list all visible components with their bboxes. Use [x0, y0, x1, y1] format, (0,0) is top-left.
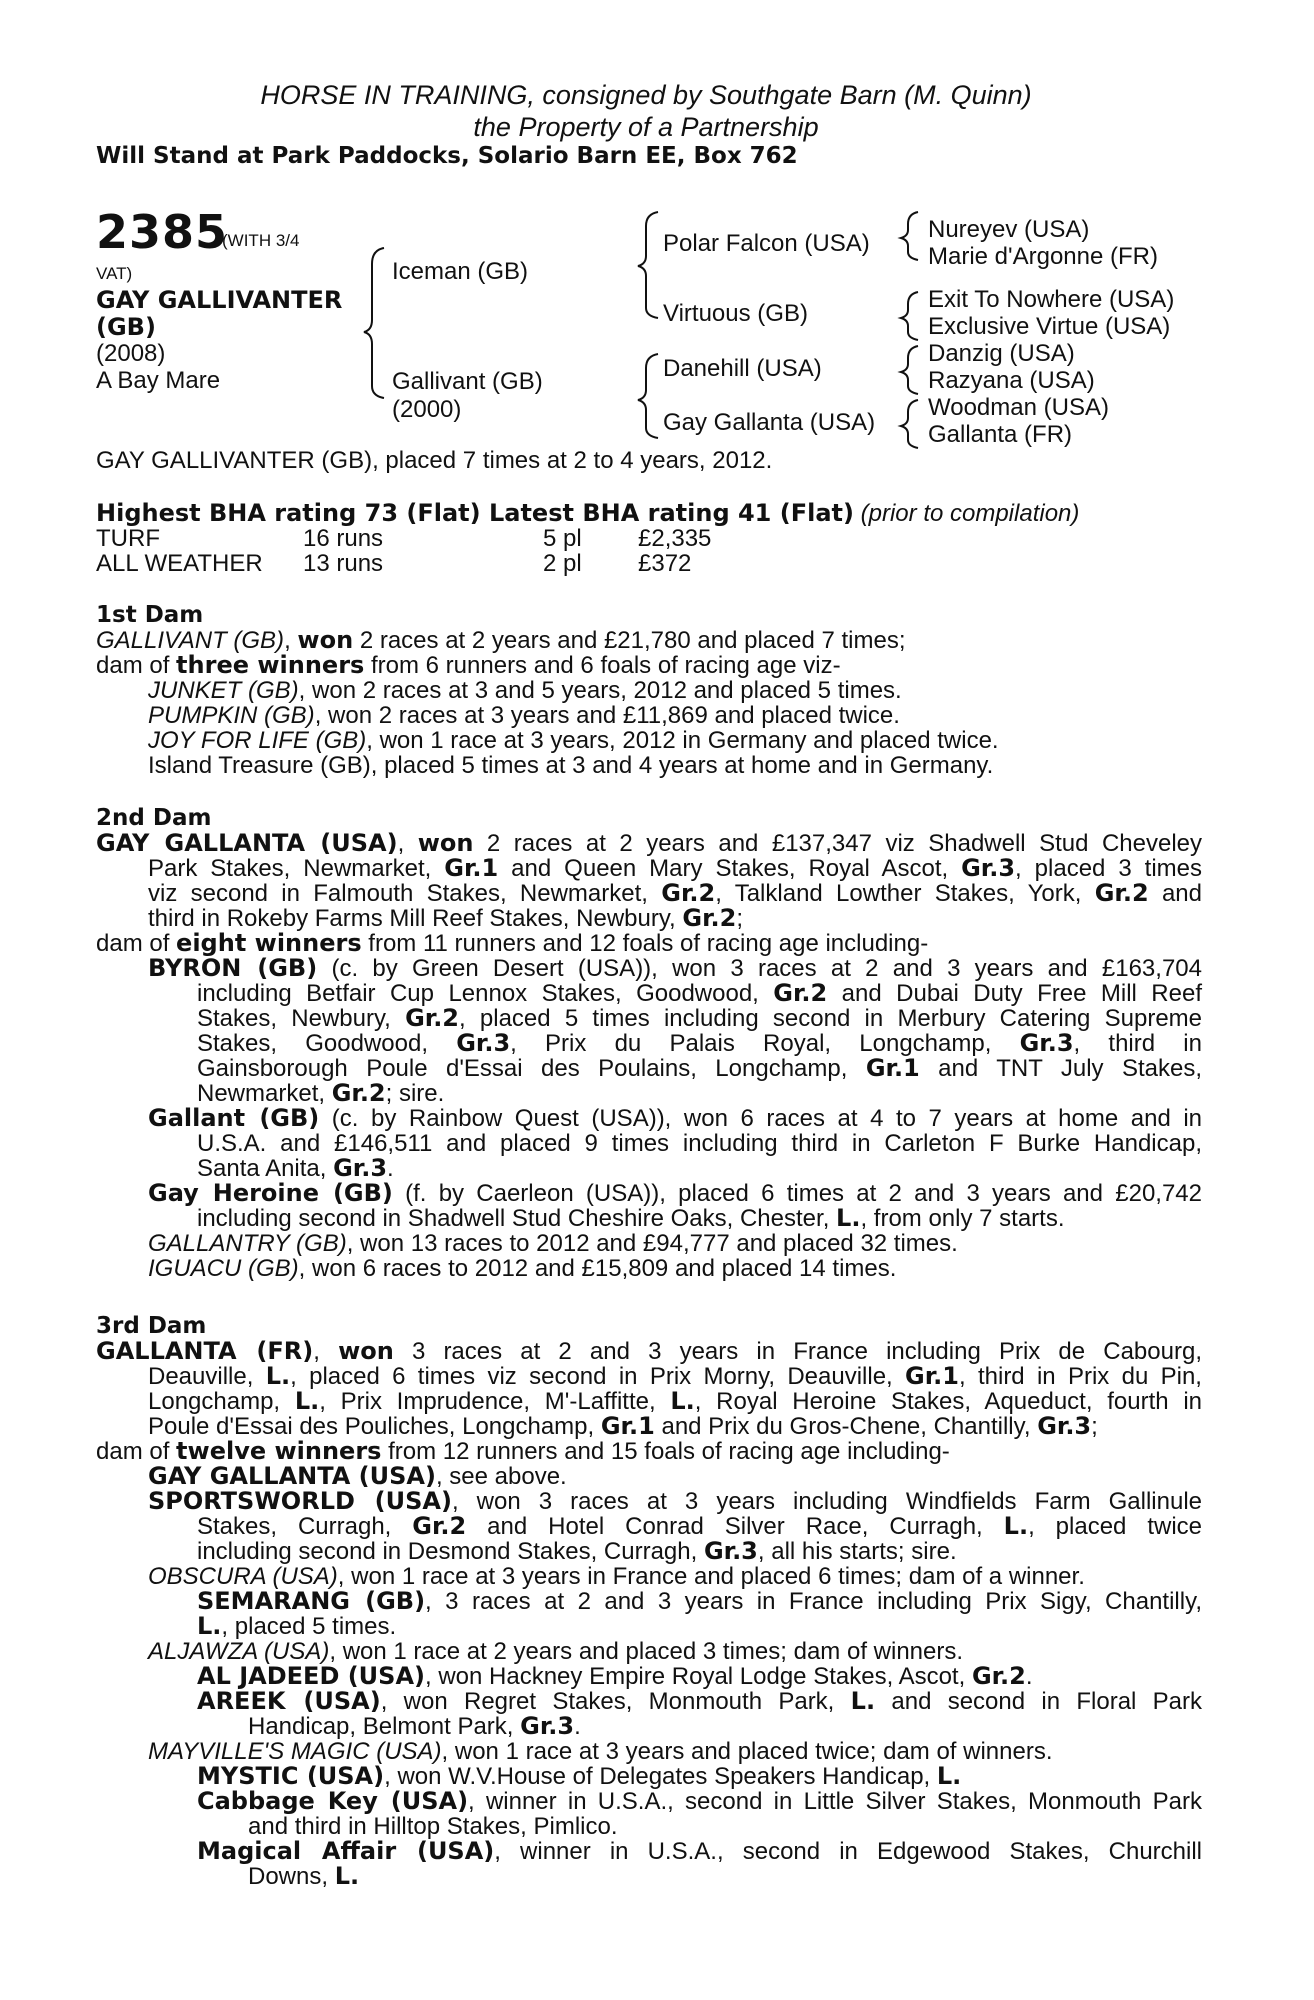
pedigree-sdd: Exclusive Virtue (USA): [928, 313, 1171, 340]
second-dam-p1: GAY GALLANTA (USA), won 2 races at 2 years and £137,347 viz Shadwell Stud Cheveley: [96, 829, 1202, 857]
third-dam-p13: ALJAWZA (USA), won 1 race at 2 years and placed 3 times; dam of winners.: [148, 1638, 964, 1665]
turf-runs: 16 runs: [303, 525, 384, 552]
third-dam-p4: Poule d'Essai des Pouliches, Longchamp, Gr.1 and Prix du Gros-Chene, Chantilly, Gr.3;: [148, 1412, 1098, 1440]
third-dam-p10: OBSCURA (USA), won 1 race at 3 years in France and placed 6 times; dam of a winner.: [148, 1563, 1085, 1590]
pedigree-dam-dam: Gay Gallanta (USA): [663, 409, 876, 436]
pedigree-dss: Danzig (USA): [928, 340, 1075, 367]
dd-brace: [901, 400, 918, 448]
race-summary: GAY GALLIVANTER (GB), placed 7 times at 2 to 4 years, 2012.: [96, 447, 773, 474]
third-dam-p15: AREEK (USA), won Regret Stakes, Monmouth Park, L. and second in Floral Park: [197, 1687, 1203, 1715]
second-dam-p3: viz second in Falmouth Stakes, Newmarket, Gr.2, Talkland Lowther Stakes, York, Gr.2 and: [148, 879, 1202, 907]
second-dam-p12: Gallant (GB) (c. by Rainbow Quest (USA)), won 6 races at 4 to 7 years at home and in: [148, 1104, 1203, 1132]
ss-brace: [901, 212, 918, 260]
second-dam-p6: BYRON (GB) (c. by Green Desert (USA)), won 3 races at 2 and 3 years and £163,704: [148, 954, 1202, 982]
sd-brace: [901, 292, 918, 340]
third-dam-p21: Magical Affair (USA), winner in U.S.A., second in Edgewood Stakes, Churchill: [197, 1837, 1202, 1865]
vat-note-b: VAT): [96, 264, 133, 283]
pedigree-dam-year: (2000): [392, 396, 462, 423]
third-dam-p3: Longchamp, L., Prix Imprudence, M'-Laffitte, L., Royal Heroine Stakes, Aqueduct, fourth in: [148, 1387, 1202, 1415]
bha-ratings: [96, 499, 1079, 528]
horse-year: (2008): [96, 340, 166, 367]
third-dam-p12: L., placed 5 times.: [197, 1612, 397, 1640]
first-dam-line-1: GALLIVANT (GB), won 2 races at 2 years and £21,780 and placed 7 times;: [96, 626, 906, 654]
bha-ratings-note: (prior to compilation): [860, 500, 1080, 527]
ds-brace: [901, 346, 918, 394]
pedigree-ssd: Marie d'Argonne (FR): [928, 243, 1158, 270]
third-dam-p19: Cabbage Key (USA), winner in U.S.A., second in Little Silver Stakes, Monmouth Park: [197, 1787, 1202, 1815]
main-brace: [364, 248, 384, 398]
aw-runs: 13 runs: [303, 550, 384, 577]
horse-name: GAY GALLIVANTER: [96, 286, 343, 314]
second-dam-p13: U.S.A. and £146,511 and placed 9 times including third in Carleton F Burke Handicap,: [197, 1130, 1202, 1157]
second-dam-p2: Park Stakes, Newmarket, Gr.1 and Queen Mary Stakes, Royal Ascot, Gr.3, placed 3 times: [148, 854, 1202, 882]
first-dam-produce-3: JOY FOR LIFE (GB), won 1 race at 3 years, 2012 in Germany and placed twice.: [148, 727, 999, 754]
first-dam-line-2: dam of three winners from 6 runners and 6 foals of racing age viz-: [96, 651, 841, 679]
third-dam-p5: dam of twelve winners from 12 runners and 15 foals of racing age including-: [96, 1437, 950, 1465]
first-dam-produce-1: JUNKET (GB), won 2 races at 3 and 5 years, 2012 and placed 5 times.: [148, 677, 902, 704]
first-dam-produce-2: PUMPKIN (GB), won 2 races at 3 years and £11,869 and placed twice.: [148, 702, 900, 729]
second-dam-p4: third in Rokeby Farms Mill Reef Stakes, Newbury, Gr.2;: [148, 904, 743, 932]
third-dam-p1: GALLANTA (FR), won 3 races at 2 and 3 years in France including Prix de Cabourg,: [96, 1337, 1202, 1365]
third-dam-p22: Downs, L.: [248, 1862, 360, 1890]
lot-number: 2385: [96, 205, 229, 259]
third-dam-p9: including second in Desmond Stakes, Curragh, Gr.3, all his starts; sire.: [197, 1537, 957, 1565]
second-dam-p8: Stakes, Newbury, Gr.2, placed 5 times including second in Merbury Catering Supreme: [197, 1004, 1203, 1032]
first-dam-heading: 1st Dam: [96, 602, 204, 628]
bha-ratings-label: Highest BHA rating 73 (Flat) Latest BHA rating 41 (Flat): [96, 499, 854, 527]
sire-brace: [638, 212, 658, 318]
third-dam-p20: and third in Hilltop Stakes, Pimlico.: [248, 1813, 618, 1840]
third-dam-p8: Stakes, Curragh, Gr.2 and Hotel Conrad Silver Race, Curragh, L., placed twice: [197, 1512, 1203, 1540]
vat-note-a: (WITH 3/4: [222, 231, 300, 250]
pedigree-sire: Iceman (GB): [392, 258, 529, 285]
third-dam-p7: SPORTSWORLD (USA), won 3 races at 3 years including Windfields Farm Gallinule: [148, 1487, 1203, 1515]
second-dam-p9: Stakes, Goodwood, Gr.3, Prix du Palais Royal, Longchamp, Gr.3, third in: [197, 1029, 1202, 1057]
third-dam-p2: Deauville, L., placed 6 times viz second in Prix Morny, Deauville, Gr.1, third in Prix du Pin,: [148, 1362, 1202, 1390]
pedigree-sds: Exit To Nowhere (USA): [928, 286, 1175, 313]
second-dam-p18: IGUACU (GB), won 6 races to 2012 and £15,809 and placed 14 times.: [148, 1255, 897, 1282]
dam-brace: [638, 354, 658, 438]
pedigree-sire-dam: Virtuous (GB): [663, 300, 808, 327]
pedigree-dam: Gallivant (GB): [392, 368, 543, 395]
stand-line: Will Stand at Park Paddocks, Solario Barn EE, Box 762: [96, 143, 798, 169]
third-dam-p11: SEMARANG (GB), 3 races at 2 and 3 years in France including Prix Sigy, Chantilly,: [197, 1587, 1202, 1615]
aw-surface: ALL WEATHER: [96, 550, 263, 577]
third-dam-p16: Handicap, Belmont Park, Gr.3.: [248, 1712, 581, 1740]
pedigree-sss: Nureyev (USA): [928, 216, 1090, 243]
pedigree-braces: [0, 0, 1314, 460]
second-dam-p16: including second in Shadwell Stud Cheshire Oaks, Chester, L., from only 7 starts.: [197, 1204, 1065, 1232]
second-dam-p17: GALLANTRY (GB), won 13 races to 2012 and £94,777 and placed 32 times.: [148, 1230, 958, 1257]
consignor-line: HORSE IN TRAINING, consigned by Southgate Barn (M. Quinn): [260, 80, 1032, 110]
turf-placed: 5 pl: [543, 525, 582, 552]
second-dam-p15: Gay Heroine (GB) (f. by Caerleon (USA)), placed 6 times at 2 and 3 years and £20,742: [148, 1179, 1203, 1207]
second-dam-p5: dam of eight winners from 11 runners and 12 foals of racing age including-: [96, 929, 929, 957]
second-dam-p7: including Betfair Cup Lennox Stakes, Goodwood, Gr.2 and Dubai Duty Free Mill Reef: [197, 979, 1202, 1007]
second-dam-p10: Gainsborough Poule d'Essai des Poulains, Longchamp, Gr.1 and TNT July Stakes,: [197, 1054, 1202, 1082]
aw-money: £372: [638, 550, 692, 577]
turf-surface: TURF: [96, 525, 160, 552]
first-dam-produce-4: Island Treasure (GB), placed 5 times at 3 and 4 years at home and in Germany.: [148, 752, 994, 779]
aw-placed: 2 pl: [543, 550, 582, 577]
pedigree-dds: Woodman (USA): [928, 394, 1109, 421]
pedigree-dam-sire: Danehill (USA): [663, 355, 822, 382]
third-dam-p6: GAY GALLANTA (USA), see above.: [148, 1462, 567, 1490]
pedigree-sire-sire: Polar Falcon (USA): [663, 230, 870, 257]
second-dam-p14: Santa Anita, Gr.3.: [197, 1154, 394, 1182]
second-dam-heading: 2nd Dam: [96, 805, 212, 831]
turf-money: £2,335: [638, 525, 712, 552]
third-dam-p17: MAYVILLE'S MAGIC (USA), won 1 race at 3 years and placed twice; dam of winners.: [148, 1738, 1053, 1765]
second-dam-p11: Newmarket, Gr.2; sire.: [197, 1079, 445, 1107]
third-dam-p18: MYSTIC (USA), won W.V.House of Delegates Speakers Handicap, L.: [197, 1762, 962, 1790]
third-dam-p14: AL JADEED (USA), won Hackney Empire Royal Lodge Stakes, Ascot, Gr.2.: [197, 1662, 1033, 1690]
horse-description: A Bay Mare: [96, 367, 221, 394]
third-dam-heading: 3rd Dam: [96, 1313, 207, 1339]
property-line: the Property of a Partnership: [473, 112, 819, 142]
pedigree-dsd: Razyana (USA): [928, 367, 1095, 394]
pedigree-ddd: Gallanta (FR): [928, 421, 1073, 448]
horse-country: (GB): [96, 313, 156, 341]
